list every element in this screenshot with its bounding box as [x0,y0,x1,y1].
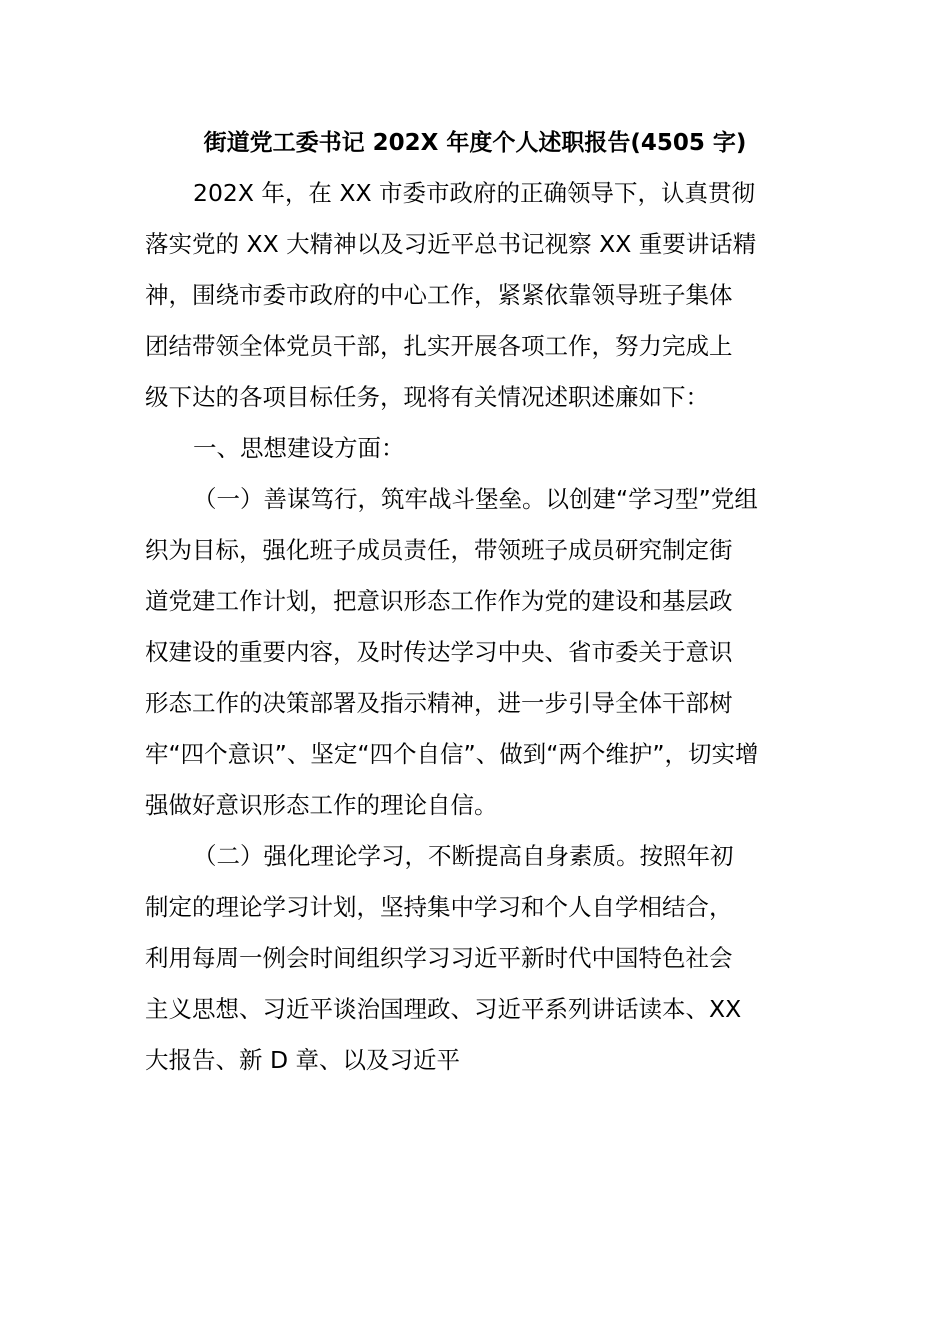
paragraph-line: 牢“四个意识”、坚定“四个自信”、做到“两个维护”，切实增 [145,740,759,768]
paragraph-line: 主义思想、习近平谈治国理政、习近平系列讲话读本、XX [145,995,742,1023]
paragraph-line: 落实党的 XX 大精神以及习近平总书记视察 XX 重要讲话精 [145,230,757,258]
paragraph-line: 织为目标，强化班子成员责任，带领班子成员研究制定街 [145,536,733,564]
paragraph-line: （二）强化理论学习，不断提高自身素质。按照年初 [193,842,734,870]
paragraph-line: 团结带领全体党员干部，扎实开展各项工作，努力完成上 [145,332,733,360]
paragraph-line: 道党建工作计划，把意识形态工作作为党的建设和基层政 [145,587,733,615]
paragraph-line: 202X 年，在 XX 市委市政府的正确领导下，认真贯彻 [193,179,756,207]
paragraph-line: 级下达的各项目标任务，现将有关情况述职述廉如下： [145,383,709,411]
section-heading: 一、思想建设方面： [193,434,405,462]
paragraph-line: 权建设的重要内容，及时传达学习中央、省市委关于意识 [145,638,733,666]
paragraph-line: （一）善谋笃行，筑牢战斗堡垒。以创建“学习型”党组 [193,485,758,513]
paragraph-line: 神，围绕市委市政府的中心工作，紧紧依靠领导班子集体 [145,281,733,309]
paragraph-line: 形态工作的决策部署及指示精神，进一步引导全体干部树 [145,689,733,717]
document-title: 街道党工委书记 202X 年度个人述职报告(4505 字) [203,130,747,156]
paragraph-line: 利用每周一例会时间组织学习习近平新时代中国特色社会 [145,944,733,972]
paragraph-line: 大报告、新 D 章、以及习近平 [145,1046,461,1074]
paragraph-line: 制定的理论学习计划，坚持集中学习和个人自学相结合， [145,893,733,921]
paragraph-line: 强做好意识形态工作的理论自信。 [145,791,498,819]
